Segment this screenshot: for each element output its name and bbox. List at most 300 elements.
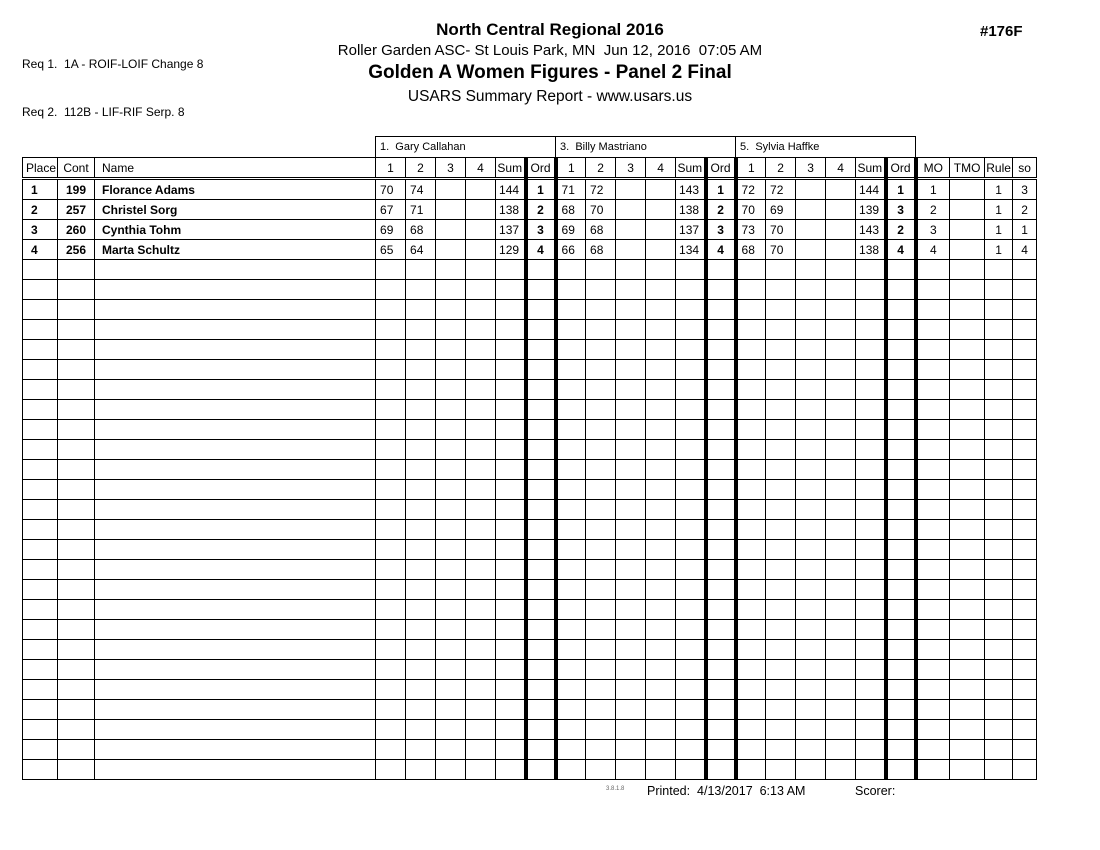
empty-cell — [466, 460, 496, 480]
empty-cell — [526, 680, 556, 700]
empty-row — [23, 280, 1037, 300]
empty-cell — [376, 520, 406, 540]
empty-cell — [23, 440, 58, 460]
empty-cell — [526, 280, 556, 300]
empty-cell — [466, 740, 496, 760]
empty-cell — [826, 620, 856, 640]
empty-cell — [886, 700, 916, 720]
empty-cell — [826, 420, 856, 440]
empty-cell — [556, 700, 586, 720]
empty-cell — [436, 520, 466, 540]
row4-judge3-score2: 70 — [766, 240, 796, 260]
empty-cell — [950, 420, 985, 440]
judge-header-row — [23, 137, 1037, 158]
empty-cell — [676, 500, 706, 520]
empty-cell — [1013, 720, 1037, 740]
empty-cell — [436, 340, 466, 360]
empty-cell — [58, 560, 95, 580]
empty-cell — [796, 380, 826, 400]
empty-cell — [406, 400, 436, 420]
empty-cell — [1013, 700, 1037, 720]
empty-cell — [706, 520, 736, 540]
empty-cell — [406, 540, 436, 560]
row1-judge1-score1: 70 — [376, 179, 406, 200]
empty-cell — [95, 340, 376, 360]
empty-cell — [886, 480, 916, 500]
empty-cell — [950, 660, 985, 680]
empty-cell — [1013, 440, 1037, 460]
result-row — [23, 179, 1037, 200]
row4-cont: 256 — [58, 240, 95, 260]
empty-cell — [496, 660, 526, 680]
empty-cell — [826, 400, 856, 420]
empty-cell — [95, 260, 376, 280]
empty-cell — [826, 640, 856, 660]
empty-cell — [23, 280, 58, 300]
empty-cell — [58, 360, 95, 380]
empty-cell — [1013, 260, 1037, 280]
empty-cell — [736, 680, 766, 700]
row4-mo: 4 — [916, 240, 950, 260]
empty-cell — [586, 440, 616, 460]
empty-cell — [646, 720, 676, 740]
empty-cell — [436, 620, 466, 640]
empty-cell — [916, 260, 950, 280]
empty-cell — [766, 260, 796, 280]
judge-header-spacer-right — [916, 137, 1037, 158]
empty-cell — [676, 740, 706, 760]
empty-cell — [676, 300, 706, 320]
empty-cell — [916, 420, 950, 440]
empty-cell — [886, 580, 916, 600]
empty-cell — [436, 420, 466, 440]
row4-judge2-score2: 68 — [586, 240, 616, 260]
empty-cell — [985, 340, 1013, 360]
empty-cell — [676, 560, 706, 580]
empty-cell — [706, 260, 736, 280]
header-judge1-1: 1 — [376, 158, 406, 179]
empty-cell — [496, 580, 526, 600]
empty-cell — [406, 700, 436, 720]
row4-name: Marta Schultz — [95, 240, 376, 260]
empty-cell — [676, 640, 706, 660]
row1-judge2-sum: 143 — [676, 179, 706, 200]
empty-cell — [796, 460, 826, 480]
printed-label: Printed: — [647, 784, 691, 798]
empty-cell — [985, 660, 1013, 680]
header-cont: Cont — [58, 158, 95, 179]
empty-cell — [526, 320, 556, 340]
empty-cell — [950, 340, 985, 360]
empty-cell — [586, 580, 616, 600]
empty-cell — [826, 440, 856, 460]
empty-cell — [616, 440, 646, 460]
empty-cell — [856, 260, 886, 280]
empty-cell — [58, 760, 95, 780]
report-type-line: USARS Summary Report - www.usars.us — [407, 88, 693, 105]
empty-cell — [526, 560, 556, 580]
empty-cell — [466, 660, 496, 680]
empty-cell — [556, 580, 586, 600]
row3-judge2-score2: 68 — [586, 220, 616, 240]
row2-judge3-sum: 139 — [856, 200, 886, 220]
header-judge1-sum: Sum — [496, 158, 526, 179]
header-judge1-4: 4 — [466, 158, 496, 179]
empty-cell — [706, 500, 736, 520]
result-row — [23, 200, 1037, 220]
empty-cell — [496, 520, 526, 540]
row1-name: Florance Adams — [95, 179, 376, 200]
empty-cell — [646, 420, 676, 440]
header-so: so — [1013, 158, 1037, 179]
empty-cell — [856, 300, 886, 320]
empty-cell — [646, 540, 676, 560]
row1-judge3-score4 — [826, 179, 856, 200]
empty-cell — [95, 640, 376, 660]
empty-cell — [586, 480, 616, 500]
empty-cell — [676, 340, 706, 360]
requirement-1: Req 1. 1A - ROIF-LOIF Change 8 — [22, 57, 204, 71]
empty-cell — [646, 760, 676, 780]
empty-cell — [616, 340, 646, 360]
empty-cell — [826, 520, 856, 540]
empty-cell — [376, 500, 406, 520]
empty-cell — [706, 660, 736, 680]
row3-judge3-sum: 143 — [856, 220, 886, 240]
empty-cell — [706, 760, 736, 780]
empty-cell — [466, 380, 496, 400]
row3-judge2-ord: 3 — [706, 220, 736, 240]
empty-cell — [706, 680, 736, 700]
empty-cell — [58, 660, 95, 680]
empty-cell — [985, 620, 1013, 640]
empty-cell — [406, 440, 436, 460]
empty-cell — [23, 760, 58, 780]
empty-cell — [95, 760, 376, 780]
empty-cell — [766, 500, 796, 520]
row4-judge2-ord: 4 — [706, 240, 736, 260]
row1-cont: 199 — [58, 179, 95, 200]
empty-cell — [676, 660, 706, 680]
empty-cell — [466, 340, 496, 360]
empty-cell — [886, 520, 916, 540]
empty-cell — [556, 400, 586, 420]
empty-cell — [58, 300, 95, 320]
header-rule: Rule — [985, 158, 1013, 179]
empty-cell — [886, 320, 916, 340]
empty-cell — [856, 700, 886, 720]
empty-row — [23, 260, 1037, 280]
empty-cell — [23, 540, 58, 560]
empty-cell — [556, 720, 586, 740]
empty-cell — [950, 380, 985, 400]
empty-cell — [376, 600, 406, 620]
empty-cell — [796, 740, 826, 760]
empty-cell — [646, 260, 676, 280]
empty-cell — [796, 360, 826, 380]
empty-cell — [616, 420, 646, 440]
empty-cell — [556, 380, 586, 400]
empty-cell — [646, 340, 676, 360]
empty-cell — [496, 500, 526, 520]
empty-cell — [376, 440, 406, 460]
empty-cell — [556, 340, 586, 360]
empty-cell — [556, 660, 586, 680]
empty-cell — [436, 280, 466, 300]
row4-place: 4 — [23, 240, 58, 260]
empty-cell — [826, 340, 856, 360]
empty-cell — [886, 660, 916, 680]
empty-cell — [616, 460, 646, 480]
row1-judge3-score3 — [796, 179, 826, 200]
empty-cell — [496, 620, 526, 640]
empty-cell — [766, 280, 796, 300]
empty-cell — [916, 640, 950, 660]
header-judge2-sum: Sum — [676, 158, 706, 179]
row2-tmo — [950, 200, 985, 220]
empty-cell — [95, 400, 376, 420]
empty-cell — [736, 520, 766, 540]
empty-cell — [706, 440, 736, 460]
empty-cell — [985, 580, 1013, 600]
empty-cell — [95, 360, 376, 380]
empty-cell — [886, 380, 916, 400]
row1-judge2-score3 — [616, 179, 646, 200]
empty-cell — [58, 500, 95, 520]
empty-cell — [616, 700, 646, 720]
empty-cell — [23, 620, 58, 640]
empty-cell — [886, 400, 916, 420]
empty-cell — [526, 620, 556, 640]
empty-cell — [676, 380, 706, 400]
empty-cell — [766, 740, 796, 760]
empty-cell — [646, 620, 676, 640]
empty-cell — [916, 580, 950, 600]
empty-cell — [23, 600, 58, 620]
empty-row — [23, 460, 1037, 480]
empty-cell — [526, 660, 556, 680]
row1-judge2-score2: 72 — [586, 179, 616, 200]
empty-cell — [23, 680, 58, 700]
judge-header-spacer-left — [23, 137, 376, 158]
empty-cell — [950, 260, 985, 280]
empty-cell — [646, 700, 676, 720]
empty-cell — [1013, 340, 1037, 360]
empty-cell — [616, 260, 646, 280]
empty-cell — [616, 680, 646, 700]
empty-cell — [706, 300, 736, 320]
empty-cell — [95, 460, 376, 480]
empty-row — [23, 600, 1037, 620]
empty-cell — [736, 540, 766, 560]
empty-cell — [23, 640, 58, 660]
row2-name: Christel Sorg — [95, 200, 376, 220]
empty-cell — [916, 380, 950, 400]
empty-cell — [586, 740, 616, 760]
empty-cell — [886, 260, 916, 280]
empty-cell — [586, 680, 616, 700]
row3-judge1-ord: 3 — [526, 220, 556, 240]
empty-cell — [1013, 600, 1037, 620]
empty-cell — [616, 360, 646, 380]
empty-cell — [856, 720, 886, 740]
empty-cell — [886, 420, 916, 440]
empty-cell — [586, 340, 616, 360]
empty-cell — [950, 580, 985, 600]
header-judge3-4: 4 — [826, 158, 856, 179]
empty-cell — [436, 600, 466, 620]
empty-cell — [706, 280, 736, 300]
event-title: Golden A Women Figures - Panel 2 Final — [368, 62, 732, 83]
empty-cell — [406, 340, 436, 360]
empty-cell — [826, 600, 856, 620]
empty-cell — [856, 500, 886, 520]
empty-cell — [616, 400, 646, 420]
empty-cell — [796, 680, 826, 700]
row1-tmo — [950, 179, 985, 200]
empty-cell — [23, 520, 58, 540]
empty-cell — [23, 380, 58, 400]
empty-cell — [496, 420, 526, 440]
empty-cell — [526, 640, 556, 660]
empty-cell — [706, 360, 736, 380]
row3-judge1-score4 — [466, 220, 496, 240]
empty-cell — [466, 360, 496, 380]
empty-cell — [985, 380, 1013, 400]
row3-judge3-ord: 2 — [886, 220, 916, 240]
empty-cell — [706, 480, 736, 500]
empty-cell — [796, 520, 826, 540]
empty-cell — [586, 700, 616, 720]
empty-cell — [616, 540, 646, 560]
empty-cell — [736, 320, 766, 340]
row1-judge1-sum: 144 — [496, 179, 526, 200]
empty-cell — [436, 360, 466, 380]
empty-cell — [556, 640, 586, 660]
judge-name-2: 3. Billy Mastriano — [556, 137, 736, 158]
empty-cell — [916, 720, 950, 740]
empty-cell — [985, 540, 1013, 560]
empty-cell — [796, 540, 826, 560]
empty-cell — [466, 520, 496, 540]
row1-judge1-score2: 74 — [406, 179, 436, 200]
empty-cell — [916, 460, 950, 480]
empty-cell — [406, 600, 436, 620]
empty-cell — [376, 380, 406, 400]
empty-cell — [58, 580, 95, 600]
empty-cell — [616, 660, 646, 680]
empty-cell — [23, 720, 58, 740]
empty-cell — [58, 620, 95, 640]
empty-cell — [706, 400, 736, 420]
empty-cell — [616, 520, 646, 540]
empty-cell — [796, 620, 826, 640]
header-judge2-3: 3 — [616, 158, 646, 179]
empty-cell — [526, 360, 556, 380]
empty-cell — [1013, 500, 1037, 520]
empty-cell — [526, 400, 556, 420]
empty-cell — [646, 580, 676, 600]
empty-cell — [796, 560, 826, 580]
empty-cell — [526, 760, 556, 780]
empty-cell — [706, 340, 736, 360]
empty-cell — [736, 600, 766, 620]
empty-row — [23, 480, 1037, 500]
report-header — [0, 20, 1100, 106]
empty-cell — [406, 300, 436, 320]
empty-cell — [376, 740, 406, 760]
empty-cell — [766, 620, 796, 640]
empty-row — [23, 640, 1037, 660]
empty-cell — [556, 460, 586, 480]
empty-cell — [950, 720, 985, 740]
header-judge2-1: 1 — [556, 158, 586, 179]
empty-cell — [496, 480, 526, 500]
empty-cell — [796, 640, 826, 660]
empty-cell — [586, 620, 616, 640]
empty-cell — [616, 380, 646, 400]
empty-row — [23, 620, 1037, 640]
empty-cell — [436, 400, 466, 420]
row1-mo: 1 — [916, 179, 950, 200]
empty-row — [23, 420, 1037, 440]
empty-cell — [706, 460, 736, 480]
row2-judge2-sum: 138 — [676, 200, 706, 220]
empty-cell — [95, 500, 376, 520]
row3-cont: 260 — [58, 220, 95, 240]
empty-cell — [856, 440, 886, 460]
empty-cell — [376, 700, 406, 720]
empty-cell — [436, 440, 466, 460]
row3-judge1-score3 — [436, 220, 466, 240]
empty-cell — [676, 320, 706, 340]
empty-cell — [985, 520, 1013, 540]
empty-cell — [406, 500, 436, 520]
empty-cell — [826, 380, 856, 400]
row1-place: 1 — [23, 179, 58, 200]
empty-cell — [586, 360, 616, 380]
empty-cell — [676, 440, 706, 460]
empty-cell — [466, 440, 496, 460]
empty-cell — [985, 600, 1013, 620]
empty-cell — [586, 260, 616, 280]
empty-cell — [826, 260, 856, 280]
row2-judge2-score1: 68 — [556, 200, 586, 220]
empty-cell — [646, 560, 676, 580]
empty-cell — [496, 740, 526, 760]
empty-cell — [856, 520, 886, 540]
empty-cell — [826, 760, 856, 780]
empty-cell — [886, 340, 916, 360]
empty-cell — [1013, 540, 1037, 560]
empty-cell — [796, 760, 826, 780]
row4-judge3-score3 — [796, 240, 826, 260]
empty-cell — [796, 340, 826, 360]
row2-place: 2 — [23, 200, 58, 220]
row4-judge3-sum: 138 — [856, 240, 886, 260]
empty-cell — [496, 760, 526, 780]
header-place: Place — [23, 158, 58, 179]
empty-cell — [23, 660, 58, 680]
empty-cell — [466, 720, 496, 740]
empty-cell — [23, 580, 58, 600]
row3-judge3-score1: 73 — [736, 220, 766, 240]
empty-cell — [706, 560, 736, 580]
empty-cell — [616, 580, 646, 600]
empty-cell — [496, 400, 526, 420]
empty-cell — [766, 300, 796, 320]
empty-cell — [916, 620, 950, 640]
